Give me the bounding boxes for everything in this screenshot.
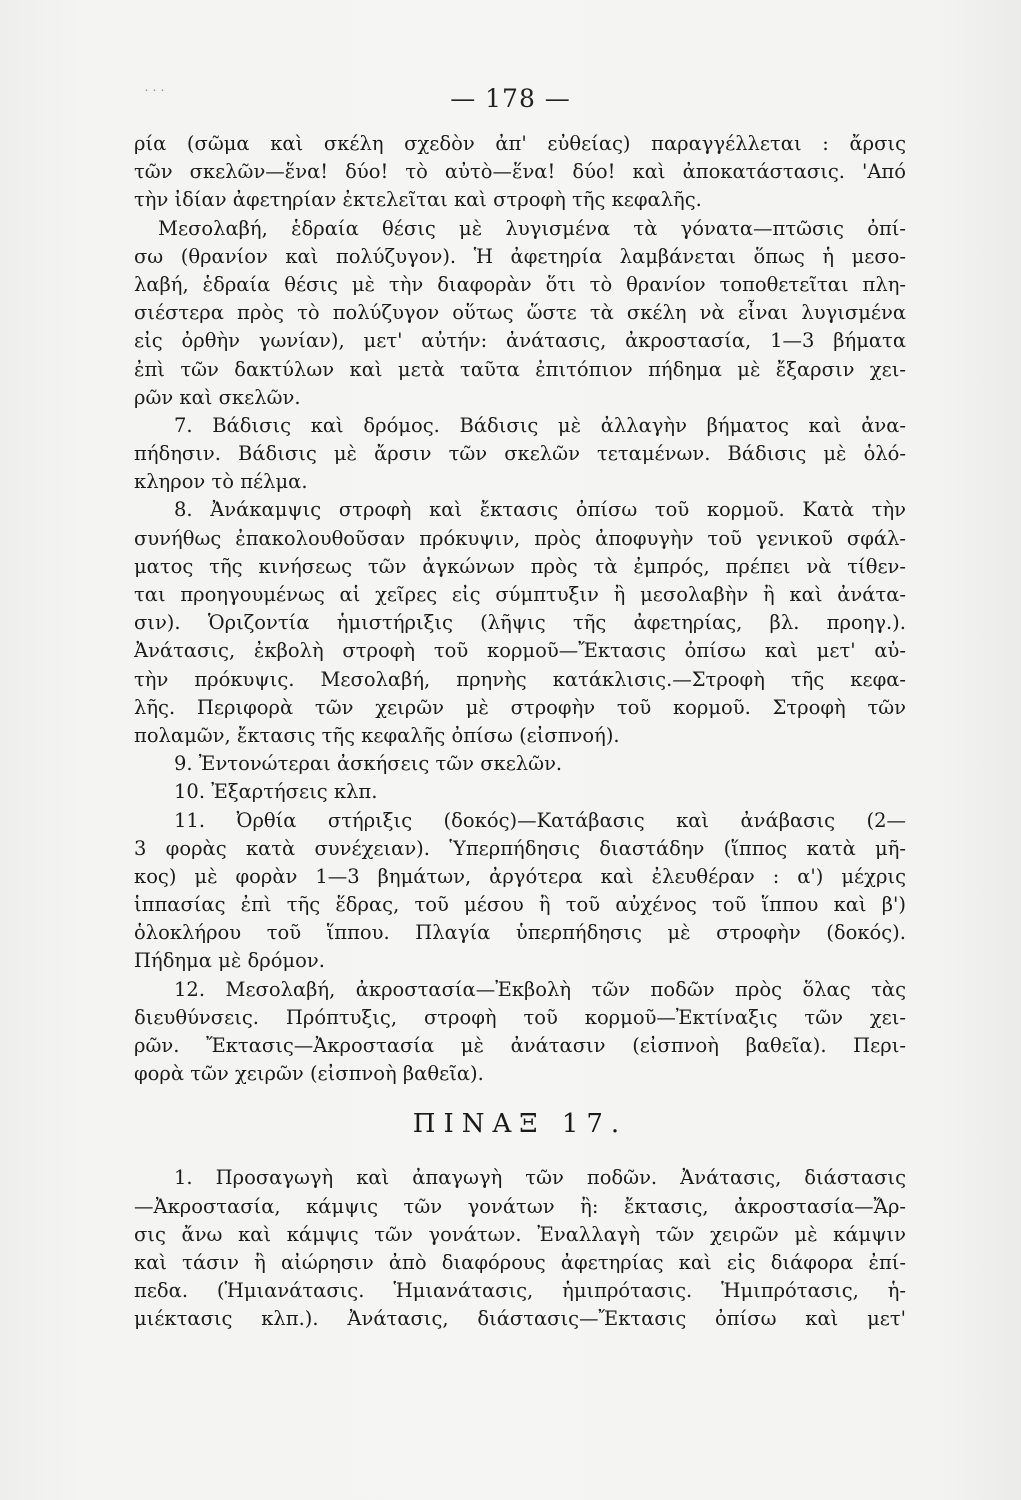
text-line: 10. Ἐξαρτήσεις κλπ. xyxy=(174,780,378,804)
page-number: — 178 — xyxy=(450,84,571,113)
page-body xyxy=(134,130,906,1334)
text-line: Μεσολαβή, ἑδραία θέσις μὲ λυγισμένα τὰ γόνατα—πτῶσις ὀπί- xyxy=(158,216,906,240)
text-line: μιέκτασις κλπ.). Ἀνάτασις, διάστασις—Ἔκτασις ὀπίσω καὶ μετ' xyxy=(134,1307,906,1331)
text-line: τὴν πρόκυψις. Μεσολαβή, πρηνὴς κατάκλισις.—Στροφὴ τῆς κεφα- xyxy=(134,667,906,691)
text-line: τῶν σκελῶν—ἕνα! δύο! τὸ αὐτὸ—ἕνα! δύο! καὶ ἀποκατάστασις. 'Από xyxy=(134,160,906,184)
text-line: καὶ τάσιν ἢ αἰώρησιν ἀπὸ διαφόρους ἀφετηρίας καὶ εἰς διάφορα ἐπί- xyxy=(134,1250,906,1274)
text-line: ρῶν. Ἔκτασις—Ἀκροστασία μὲ ἀνάτασιν (εἰσπνοὴ βαθεῖα). Περι- xyxy=(134,1034,906,1057)
table-heading: ΠΙΝΑΞ 17. xyxy=(412,1109,628,1140)
text-line: ματος τῆς κινήσεως τῶν ἀγκώνων πρὸς τὰ ἐμπρός, πρέπει νὰ τίθεν- xyxy=(134,554,906,578)
text-line: 12. Μεσολαβή, ἀκροστασία—Ἐκβολὴ τῶν ποδῶν πρὸς ὅλας τὰς xyxy=(174,977,906,1001)
text-line: συνήθως ἐπακολουθοῦσαν πρόκυψιν, πρὸς ἀποφυγὴν τοῦ γενικοῦ σφάλ- xyxy=(134,526,906,550)
text-line: πήδησιν. Βάδισις μὲ ἄρσιν τῶν σκελῶν τεταμένων. Βάδισις μὲ ὁλό- xyxy=(134,442,906,466)
text-line: σιέστερα πρὸς τὸ πολύζυγον οὕτως ὥστε τὰ σκέλη νὰ εἶναι λυγισμένα xyxy=(134,301,906,325)
text-line: ἱππασίας ἐπὶ τῆς ἕδρας, τοῦ μέσου ἢ τοῦ αὐχένος τοῦ ἵππου καὶ β') xyxy=(134,893,906,917)
text-line: 8. Ἀνάκαμψις στροφὴ καὶ ἔκτασις ὀπίσω τοῦ κορμοῦ. Κατὰ τὴν xyxy=(174,498,906,522)
text-line: φορὰ τῶν χειρῶν (εἰσπνοὴ βαθεῖα). xyxy=(134,1062,484,1086)
text-line: 1. Προσαγωγὴ καὶ ἀπαγωγὴ τῶν ποδῶν. Ἀνάτασις, διάστασις xyxy=(174,1166,906,1190)
text-line: ρῶν καὶ σκελῶν. xyxy=(134,385,301,409)
text-line: κος) μὲ φορὰν 1—3 βημάτων, ἀργότερα καὶ ἐλευθέραν : α') μέχρις xyxy=(134,864,906,888)
text-line: λαβή, ἑδραία θέσις μὲ τὴν διαφορὰν ὅτι τὸ θρανίον τοποθετεῖται πλη- xyxy=(134,272,906,296)
text-line: ἐπὶ τῶν δακτύλων καὶ μετὰ ταῦτα ἐπιτόπιον πήδημα μὲ ἔξαρσιν χει- xyxy=(134,357,906,381)
text-line: 11. Ὀρθία στήριξις (δοκός)—Κατάβασις καὶ ἀνάβασις (2— xyxy=(174,808,906,832)
text-section-table-17 xyxy=(134,1164,906,1333)
text-line: 9. Ἐντονώτεραι ἀσκήσεις τῶν σκελῶν. xyxy=(174,752,563,776)
text-line: σω (θρανίον καὶ πολύζυγον). Ἡ ἀφετηρία λαμβάνεται ὅπως ἡ μεσο- xyxy=(134,244,906,268)
text-line: —Ἀκροστασία, κάμψις τῶν γονάτων ἢ: ἔκτασις, ἀκροστασία—Ἄρ- xyxy=(134,1194,906,1218)
text-line: τὴν ἰδίαν ἀφετηρίαν ἐκτελεῖται καὶ στροφὴ τῆς κεφαλῆς. xyxy=(134,188,702,212)
text-line: 3 φορὰς κατὰ συνέχειαν). Ὑπερπήδησις διαστάδην (ἵππος κατὰ μῆ- xyxy=(134,836,906,860)
text-line: ὁλοκλήρου τοῦ ἵππου. Πλαγία ὑπερπήδησις μὲ στροφὴν (δοκός). xyxy=(134,921,906,945)
scan-mark: ˙˙˙ xyxy=(143,88,167,104)
text-line: Ἀνάτασις, ἐκβολὴ στροφὴ τοῦ κορμοῦ—Ἔκτασις ὀπίσω καὶ μετ' αὐ- xyxy=(134,639,906,663)
text-line: κληρον τὸ πέλμα. xyxy=(134,470,308,494)
text-line: ρία (σῶμα καὶ σκέλη σχεδὸν ἀπ' εὐθείας) παραγγέλλεται : ἄρσις xyxy=(134,132,906,155)
text-line: σιν). Ὁριζοντία ἡμιστήριξις (λῆψις τῆς ἀφετηρίας, βλ. προηγ.). xyxy=(134,611,906,635)
text-line: Πήδημα μὲ δρόμον. xyxy=(134,949,325,973)
text-line: λῆς. Περιφορὰ τῶν χειρῶν μὲ στροφὴν τοῦ κορμοῦ. Στροφὴ τῶν xyxy=(134,695,906,719)
text-line: διευθύνσεις. Πρόπτυξις, στροφὴ τοῦ κορμοῦ—Ἐκτίναξις τῶν χει- xyxy=(134,1005,906,1029)
text-line: πολαμῶν, ἔκτασις τῆς κεφαλῆς ὀπίσω (εἰσπνοή). xyxy=(134,723,620,747)
text-line: εἰς ὀρθὴν γωνίαν), μετ' αὐτήν: ἀνάτασις, ἀκροστασία, 1—3 βήματα xyxy=(134,329,906,353)
text-section-continued xyxy=(134,130,906,1088)
text-line: πεδα. (Ἡμιανάτασις. Ἡμιανάτασις, ἡμιπρότασις. Ἡμιπρότασις, ἡ- xyxy=(134,1279,906,1303)
text-line: 7. Βάδισις καὶ δρόμος. Βάδισις μὲ ἀλλαγὴν βήματος καὶ ἀνα- xyxy=(174,413,906,437)
text-line: ται προηγουμένως αἱ χεῖρες εἰς σύμπτυξιν ἢ μεσολαβὴν ἢ καὶ ἀνάτα- xyxy=(134,583,906,606)
text-line: σις ἄνω καὶ κάμψις τῶν γονάτων. Ἐναλλαγὴ τῶν χειρῶν μὲ κάμψιν xyxy=(134,1222,906,1246)
